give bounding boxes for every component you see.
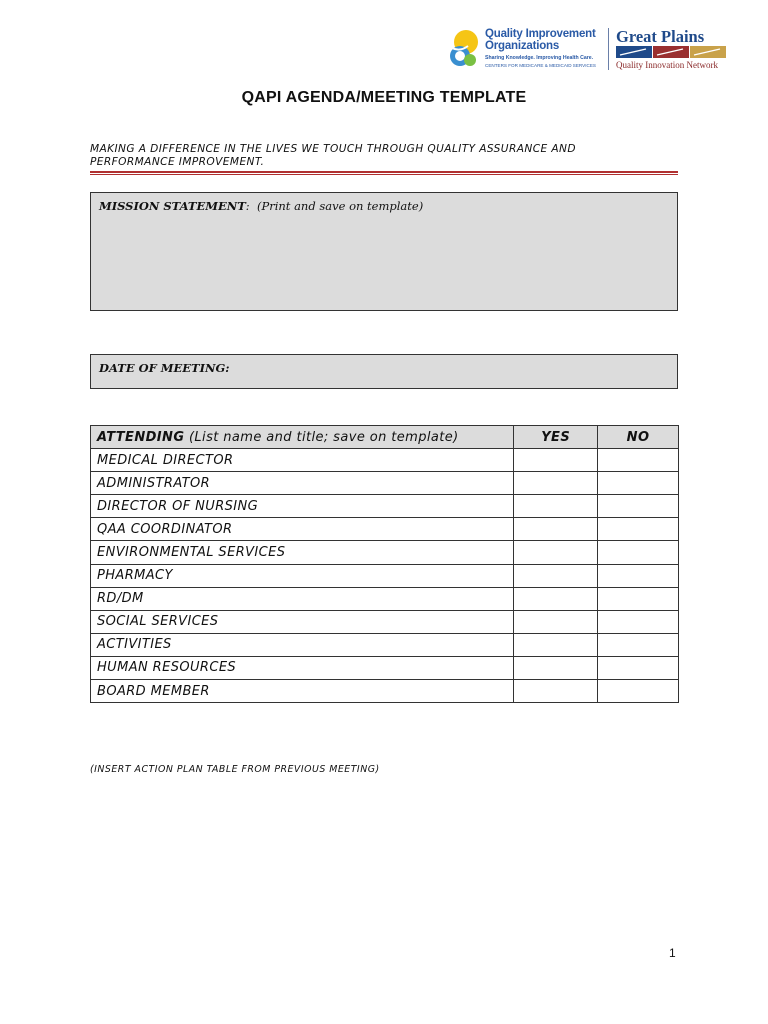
date-of-meeting-label: DATE OF MEETING: bbox=[99, 361, 230, 375]
attending-header bbox=[91, 426, 514, 449]
no-header: NO bbox=[598, 426, 679, 449]
no-cell[interactable] bbox=[598, 541, 679, 564]
qio-sun-icon bbox=[446, 28, 482, 70]
table-row bbox=[91, 564, 679, 587]
yes-cell[interactable] bbox=[514, 633, 598, 656]
attending-note: (List name and title; save on template) bbox=[188, 429, 459, 445]
no-cell[interactable] bbox=[598, 518, 679, 541]
table-row bbox=[91, 680, 679, 703]
role-name: ENVIRONMENTAL SERVICES bbox=[91, 541, 514, 564]
action-plan-note: (INSERT ACTION PLAN TABLE FROM PREVIOUS MEETING) bbox=[90, 764, 380, 775]
no-cell[interactable] bbox=[598, 449, 679, 472]
qio-cms-text: CENTERS FOR MEDICARE & MEDICAID SERVICES bbox=[485, 63, 596, 68]
gp-title: Great Plains bbox=[616, 27, 705, 46]
role-name: PHARMACY bbox=[91, 564, 514, 587]
table-row bbox=[91, 610, 679, 633]
yes-cell[interactable] bbox=[514, 587, 598, 610]
qio-logo bbox=[446, 26, 602, 72]
role-name: SOCIAL SERVICES bbox=[91, 610, 514, 633]
yes-cell[interactable] bbox=[514, 610, 598, 633]
mission-statement-label: MISSION STATEMENT bbox=[99, 199, 246, 213]
role-name: MEDICAL DIRECTOR bbox=[91, 449, 514, 472]
no-cell[interactable] bbox=[598, 656, 679, 679]
qio-name-line1: Quality Improvement bbox=[485, 28, 596, 40]
divider-rule-bottom bbox=[90, 174, 678, 175]
no-cell[interactable] bbox=[598, 680, 679, 703]
no-cell[interactable] bbox=[598, 564, 679, 587]
table-row bbox=[91, 449, 679, 472]
header-logos bbox=[446, 26, 730, 74]
no-cell[interactable] bbox=[598, 610, 679, 633]
divider-rule-top bbox=[90, 171, 678, 173]
table-row bbox=[91, 633, 679, 656]
attendance-header-row bbox=[91, 426, 679, 449]
role-name: QAA COORDINATOR bbox=[91, 518, 514, 541]
attendance-table bbox=[90, 425, 679, 703]
mission-statement-heading bbox=[99, 199, 423, 213]
date-of-meeting-box[interactable] bbox=[90, 354, 678, 389]
great-plains-logo bbox=[614, 26, 730, 72]
table-row bbox=[91, 472, 679, 495]
wheat-band-icon bbox=[616, 46, 726, 58]
yes-cell[interactable] bbox=[514, 495, 598, 518]
role-name: BOARD MEMBER bbox=[91, 680, 514, 703]
gp-subtitle: Quality Innovation Network bbox=[616, 60, 718, 70]
no-cell[interactable] bbox=[598, 472, 679, 495]
yes-header: YES bbox=[514, 426, 598, 449]
yes-cell[interactable] bbox=[514, 656, 598, 679]
no-cell[interactable] bbox=[598, 633, 679, 656]
role-name: ACTIVITIES bbox=[91, 633, 514, 656]
tagline: MAKING A DIFFERENCE IN THE LIVES WE TOUCH THROUGH QUALITY ASSURANCE AND PERFORMANCE IMPROVEMENT. bbox=[90, 143, 576, 168]
table-row bbox=[91, 495, 679, 518]
page-number: 1 bbox=[669, 946, 676, 960]
yes-cell[interactable] bbox=[514, 472, 598, 495]
mission-note: (Print and save on template) bbox=[256, 199, 424, 213]
yes-cell[interactable] bbox=[514, 541, 598, 564]
qio-name bbox=[485, 28, 596, 52]
qio-tagline: Sharing Knowledge. Improving Health Care. bbox=[485, 55, 594, 61]
mission-statement-box[interactable] bbox=[90, 192, 678, 311]
role-name: DIRECTOR OF NURSING bbox=[91, 495, 514, 518]
attending-label: ATTENDING bbox=[97, 429, 185, 445]
yes-cell[interactable] bbox=[514, 680, 598, 703]
table-row bbox=[91, 518, 679, 541]
table-row bbox=[91, 656, 679, 679]
yes-cell[interactable] bbox=[514, 518, 598, 541]
mission-colon: : bbox=[245, 199, 250, 213]
no-cell[interactable] bbox=[598, 495, 679, 518]
role-name: HUMAN RESOURCES bbox=[91, 656, 514, 679]
role-name: RD/DM bbox=[91, 587, 514, 610]
yes-cell[interactable] bbox=[514, 449, 598, 472]
role-name: ADMINISTRATOR bbox=[91, 472, 514, 495]
table-row bbox=[91, 587, 679, 610]
yes-cell[interactable] bbox=[514, 564, 598, 587]
page-title: QAPI AGENDA/MEETING TEMPLATE bbox=[241, 89, 527, 106]
logo-divider bbox=[608, 28, 609, 70]
qio-name-line2: Organizations bbox=[485, 40, 560, 52]
table-row bbox=[91, 541, 679, 564]
no-cell[interactable] bbox=[598, 587, 679, 610]
